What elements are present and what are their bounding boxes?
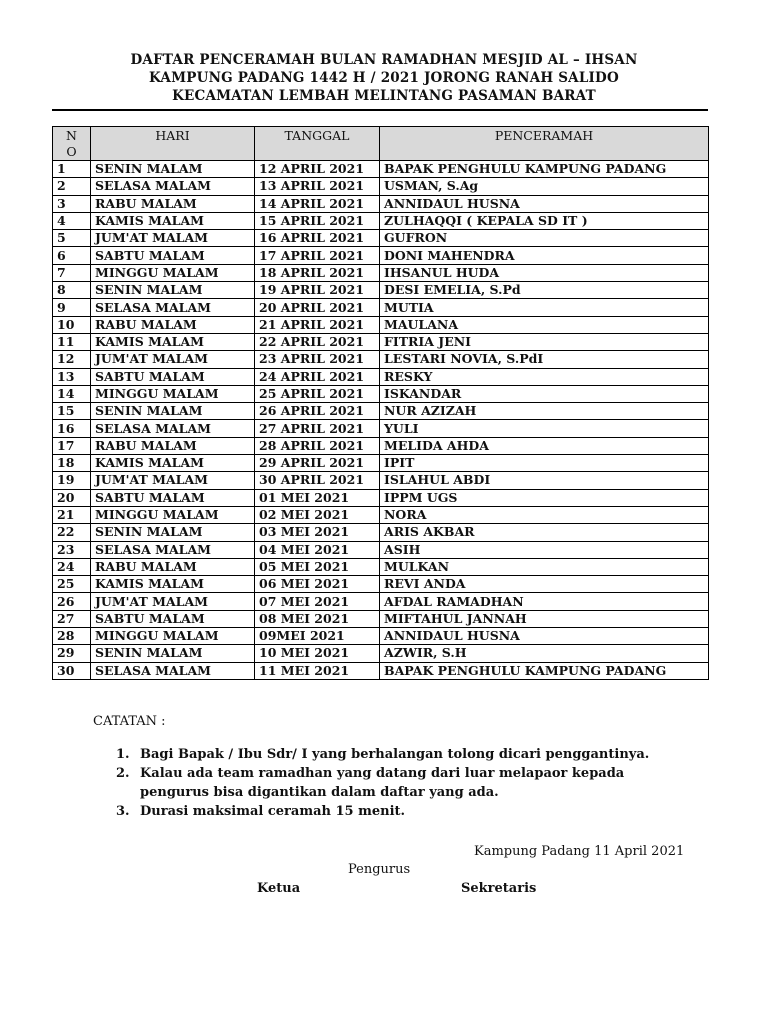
row-number: 19: [53, 472, 91, 489]
schedule-table: [52, 126, 709, 680]
row-hari: SELASA MALAM: [91, 662, 255, 679]
row-tanggal: 23 APRIL 2021: [255, 351, 380, 368]
row-penceramah: USMAN, S.Ag: [380, 178, 709, 195]
row-tanggal: 06 MEI 2021: [255, 576, 380, 593]
note-item: [92, 764, 692, 802]
table-row: [53, 472, 709, 489]
row-hari: RABU MALAM: [91, 316, 255, 333]
row-number: 22: [53, 524, 91, 541]
row-penceramah: FITRIA JENI: [380, 333, 709, 350]
row-hari: KAMIS MALAM: [91, 455, 255, 472]
table-row: [53, 230, 709, 247]
row-penceramah: DONI MAHENDRA: [380, 247, 709, 264]
table-row: [53, 403, 709, 420]
table-row: [53, 662, 709, 679]
row-number: 9: [53, 299, 91, 316]
row-number: 24: [53, 558, 91, 575]
table-row: [53, 264, 709, 281]
row-number: 11: [53, 333, 91, 350]
note-number: 1.: [116, 747, 130, 762]
row-penceramah: BAPAK PENGHULU KAMPUNG PADANG: [380, 662, 709, 679]
row-hari: KAMIS MALAM: [91, 576, 255, 593]
table-row: [53, 316, 709, 333]
row-number: 5: [53, 230, 91, 247]
table-row: [53, 437, 709, 454]
note-item: [92, 802, 692, 821]
row-tanggal: 04 MEI 2021: [255, 541, 380, 558]
row-number: 4: [53, 212, 91, 229]
row-number: 10: [53, 316, 91, 333]
row-penceramah: ANNIDAUL HUSNA: [380, 195, 709, 212]
table-row: [53, 506, 709, 523]
row-number: 21: [53, 506, 91, 523]
row-hari: RABU MALAM: [91, 195, 255, 212]
row-tanggal: 13 APRIL 2021: [255, 178, 380, 195]
title-divider: [52, 109, 708, 111]
table-row: [53, 645, 709, 662]
row-tanggal: 14 APRIL 2021: [255, 195, 380, 212]
row-number: 25: [53, 576, 91, 593]
table-row: [53, 385, 709, 402]
row-number: 17: [53, 437, 91, 454]
row-hari: SENIN MALAM: [91, 403, 255, 420]
title-line-1: DAFTAR PENCERAMAH BULAN RAMADHAN MESJID AL – IHSAN: [130, 52, 638, 68]
row-tanggal: 17 APRIL 2021: [255, 247, 380, 264]
row-number: 1: [53, 161, 91, 178]
row-tanggal: 10 MEI 2021: [255, 645, 380, 662]
table-row: [53, 368, 709, 385]
place-date: Kampung Padang 11 April 2021: [474, 844, 685, 859]
row-hari: JUM'AT MALAM: [91, 593, 255, 610]
row-number: 7: [53, 264, 91, 281]
table-row: [53, 247, 709, 264]
table-row: [53, 558, 709, 575]
table-row: [53, 161, 709, 178]
column-header-tanggal: TANGGAL: [255, 127, 380, 161]
row-penceramah: ARIS AKBAR: [380, 524, 709, 541]
row-penceramah: MIFTAHUL JANNAH: [380, 610, 709, 627]
row-hari: KAMIS MALAM: [91, 333, 255, 350]
notes-title: CATATAN :: [93, 714, 166, 729]
row-tanggal: 24 APRIL 2021: [255, 368, 380, 385]
row-number: 12: [53, 351, 91, 368]
row-number: 18: [53, 455, 91, 472]
note-item: [92, 745, 692, 764]
row-penceramah: MELIDA AHDA: [380, 437, 709, 454]
row-hari: SENIN MALAM: [91, 524, 255, 541]
row-tanggal: 12 APRIL 2021: [255, 161, 380, 178]
row-penceramah: MULKAN: [380, 558, 709, 575]
row-number: 14: [53, 385, 91, 402]
row-tanggal: 08 MEI 2021: [255, 610, 380, 627]
row-tanggal: 02 MEI 2021: [255, 506, 380, 523]
row-hari: SABTU MALAM: [91, 489, 255, 506]
row-penceramah: YULI: [380, 420, 709, 437]
row-number: 29: [53, 645, 91, 662]
row-penceramah: ASIH: [380, 541, 709, 558]
row-hari: SENIN MALAM: [91, 161, 255, 178]
row-tanggal: 20 APRIL 2021: [255, 299, 380, 316]
row-number: 15: [53, 403, 91, 420]
column-header-hari: HARI: [91, 127, 255, 161]
row-tanggal: 18 APRIL 2021: [255, 264, 380, 281]
row-tanggal: 05 MEI 2021: [255, 558, 380, 575]
row-tanggal: 03 MEI 2021: [255, 524, 380, 541]
row-penceramah: IPIT: [380, 455, 709, 472]
row-hari: JUM'AT MALAM: [91, 230, 255, 247]
table-row: [53, 420, 709, 437]
row-hari: SELASA MALAM: [91, 178, 255, 195]
row-hari: MINGGU MALAM: [91, 385, 255, 402]
row-hari: MINGGU MALAM: [91, 506, 255, 523]
row-tanggal: 01 MEI 2021: [255, 489, 380, 506]
notes-list: [92, 745, 692, 821]
row-penceramah: ISKANDAR: [380, 385, 709, 402]
row-hari: RABU MALAM: [91, 437, 255, 454]
row-number: 2: [53, 178, 91, 195]
row-hari: MINGGU MALAM: [91, 628, 255, 645]
column-header-penceramah: PENCERAMAH: [380, 127, 709, 161]
row-number: 8: [53, 282, 91, 299]
note-number: 3.: [116, 804, 130, 819]
row-penceramah: DESI EMELIA, S.Pd: [380, 282, 709, 299]
ketua-label: Ketua: [257, 881, 301, 896]
row-number: 20: [53, 489, 91, 506]
table-row: [53, 195, 709, 212]
row-penceramah: REVI ANDA: [380, 576, 709, 593]
row-penceramah: AFDAL RAMADHAN: [380, 593, 709, 610]
sekretaris-label: Sekretaris: [461, 881, 537, 896]
table-row: [53, 610, 709, 627]
row-number: 23: [53, 541, 91, 558]
row-tanggal: 25 APRIL 2021: [255, 385, 380, 402]
table-row: [53, 524, 709, 541]
table-row: [53, 455, 709, 472]
row-hari: SABTU MALAM: [91, 247, 255, 264]
table-row: [53, 489, 709, 506]
row-tanggal: 19 APRIL 2021: [255, 282, 380, 299]
row-hari: JUM'AT MALAM: [91, 472, 255, 489]
row-tanggal: 09MEI 2021: [255, 628, 380, 645]
row-hari: SABTU MALAM: [91, 368, 255, 385]
row-tanggal: 30 APRIL 2021: [255, 472, 380, 489]
row-number: 26: [53, 593, 91, 610]
table-row: [53, 178, 709, 195]
row-number: 13: [53, 368, 91, 385]
note-text: Durasi maksimal ceramah 15 menit.: [140, 804, 406, 819]
row-tanggal: 21 APRIL 2021: [255, 316, 380, 333]
row-tanggal: 07 MEI 2021: [255, 593, 380, 610]
table-row: [53, 576, 709, 593]
row-number: 27: [53, 610, 91, 627]
column-header-no-text: N O: [66, 128, 77, 159]
table-row: [53, 541, 709, 558]
row-tanggal: 29 APRIL 2021: [255, 455, 380, 472]
title-line-2: KAMPUNG PADANG 1442 H / 2021 JORONG RANAH SALIDO: [149, 70, 619, 86]
row-hari: SENIN MALAM: [91, 645, 255, 662]
row-tanggal: 28 APRIL 2021: [255, 437, 380, 454]
row-penceramah: IPPM UGS: [380, 489, 709, 506]
row-penceramah: ISLAHUL ABDI: [380, 472, 709, 489]
row-hari: RABU MALAM: [91, 558, 255, 575]
row-hari: MINGGU MALAM: [91, 264, 255, 281]
note-text: Kalau ada team ramadhan yang datang dari luar melapaor kepada pengurus bisa digantikan dalam daftar yang ada.: [140, 766, 625, 800]
row-hari: SELASA MALAM: [91, 541, 255, 558]
pengurus-label: Pengurus: [348, 862, 411, 877]
row-hari: JUM'AT MALAM: [91, 351, 255, 368]
note-text: Bagi Bapak / Ibu Sdr/ I yang berhalangan tolong dicari penggantinya.: [140, 747, 650, 762]
table-row: [53, 299, 709, 316]
title-line-3: KECAMATAN LEMBAH MELINTANG PASAMAN BARAT: [172, 88, 596, 104]
column-header-no: [53, 127, 91, 161]
row-penceramah: AZWIR, S.H: [380, 645, 709, 662]
table-row: [53, 282, 709, 299]
row-number: 28: [53, 628, 91, 645]
row-tanggal: 16 APRIL 2021: [255, 230, 380, 247]
row-penceramah: LESTARI NOVIA, S.PdI: [380, 351, 709, 368]
row-penceramah: ZULHAQQI ( KEPALA SD IT ): [380, 212, 709, 229]
row-hari: SELASA MALAM: [91, 420, 255, 437]
row-number: 6: [53, 247, 91, 264]
row-number: 16: [53, 420, 91, 437]
row-penceramah: MAULANA: [380, 316, 709, 333]
row-hari: SABTU MALAM: [91, 610, 255, 627]
note-number: 2.: [116, 766, 130, 781]
row-penceramah: GUFRON: [380, 230, 709, 247]
row-tanggal: 26 APRIL 2021: [255, 403, 380, 420]
row-penceramah: NORA: [380, 506, 709, 523]
row-tanggal: 15 APRIL 2021: [255, 212, 380, 229]
row-tanggal: 11 MEI 2021: [255, 662, 380, 679]
table-row: [53, 628, 709, 645]
table-row: [53, 351, 709, 368]
table-row: [53, 212, 709, 229]
row-penceramah: ANNIDAUL HUSNA: [380, 628, 709, 645]
table-row: [53, 333, 709, 350]
row-penceramah: NUR AZIZAH: [380, 403, 709, 420]
row-tanggal: 22 APRIL 2021: [255, 333, 380, 350]
table-header-row: [53, 127, 709, 161]
row-penceramah: RESKY: [380, 368, 709, 385]
row-number: 3: [53, 195, 91, 212]
row-penceramah: IHSANUL HUDA: [380, 264, 709, 281]
row-number: 30: [53, 662, 91, 679]
row-tanggal: 27 APRIL 2021: [255, 420, 380, 437]
table-row: [53, 593, 709, 610]
row-hari: SENIN MALAM: [91, 282, 255, 299]
row-hari: SELASA MALAM: [91, 299, 255, 316]
row-penceramah: MUTIA: [380, 299, 709, 316]
row-penceramah: BAPAK PENGHULU KAMPUNG PADANG: [380, 161, 709, 178]
row-hari: KAMIS MALAM: [91, 212, 255, 229]
